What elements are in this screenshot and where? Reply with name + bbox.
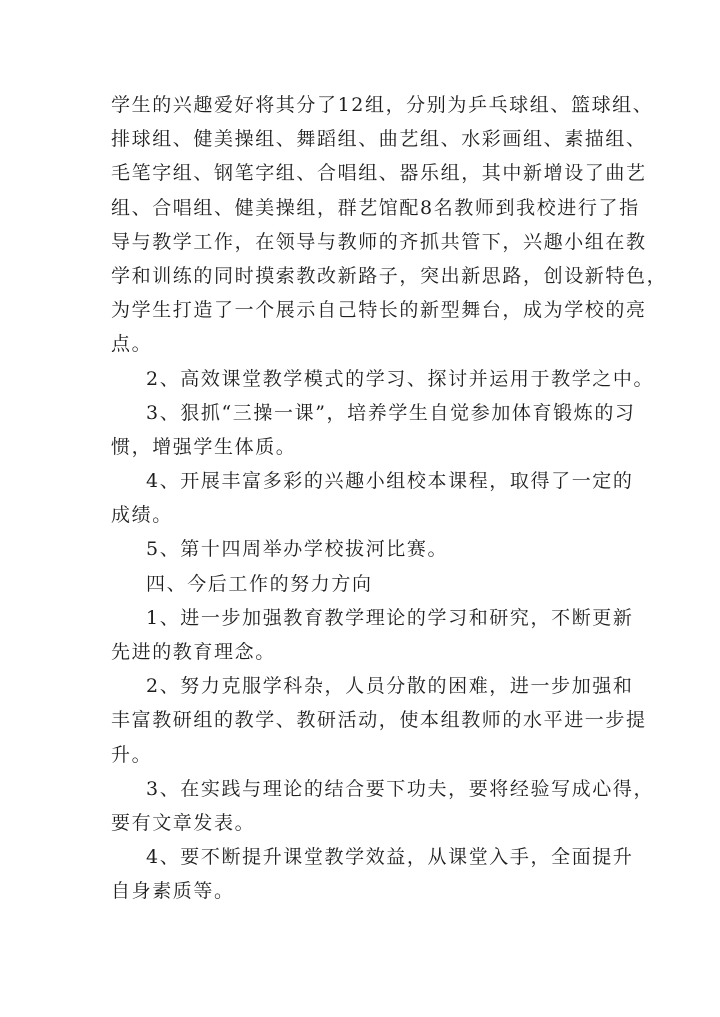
text-line: 毛笔字组、钢笔字组、合唱组、器乐组，其中新增设了曲艺 bbox=[111, 162, 647, 185]
text-line: 1、进一步加强教育教学理论的学习和研究，不断更新 bbox=[146, 606, 634, 629]
document-body bbox=[111, 88, 668, 909]
text-line: 5、第十四周举办学校拔河比赛。 bbox=[146, 538, 449, 561]
text-line: 丰富教研组的教学、教研活动，使本组教师的水平进一步提 bbox=[111, 709, 647, 732]
text-line: 排球组、健美操组、舞蹈组、曲艺组、水彩画组、素描组、 bbox=[111, 128, 647, 151]
paragraph bbox=[111, 464, 634, 532]
text-line: 2、努力克服学科杂，人员分散的困难，进一步加强和 bbox=[146, 675, 634, 698]
text-line: 学生的兴趣爱好将其分了12组，分别为乒乓球组、篮球组、 bbox=[111, 94, 654, 116]
paragraph bbox=[111, 532, 627, 566]
text-line: 3、在实践与理论的结合要下功夫，要将经验写成心得， bbox=[146, 777, 655, 800]
paragraph bbox=[111, 840, 634, 908]
text-line: 自身素质等。 bbox=[111, 880, 235, 903]
text-line: 为学生打造了一个展示自己特长的新型舞台，成为学校的亮 bbox=[111, 299, 647, 322]
text-line: 成绩。 bbox=[111, 504, 173, 527]
text-line: 导与教学工作，在领导与教师的齐抓共管下，兴趣小组在教 bbox=[111, 230, 647, 253]
paragraph bbox=[111, 772, 655, 840]
text-line: 升。 bbox=[111, 743, 153, 766]
text-line: 先进的教育理念。 bbox=[111, 641, 276, 663]
heading-line: 四、今后工作的努力方向 bbox=[146, 572, 373, 595]
paragraph bbox=[111, 396, 636, 464]
paragraph bbox=[111, 669, 647, 772]
paragraph bbox=[111, 362, 655, 396]
paragraph bbox=[111, 88, 668, 362]
text-line: 4、要不断提升课堂教学效益，从课堂入手，全面提升 bbox=[146, 846, 634, 869]
text-line: 要有文章发表。 bbox=[111, 811, 256, 834]
text-line: 学和训练的同时摸索教改新路子，突出新思路，创设新特色， bbox=[111, 264, 668, 287]
text-line: 点。 bbox=[111, 333, 153, 356]
text-line: 3、狠抓“三操一课”，培养学生自觉参加体育锻炼的习 bbox=[146, 401, 636, 424]
paragraph bbox=[111, 601, 634, 669]
text-line: 组、合唱组、健美操组，群艺馆配8名教师到我校进行了指 bbox=[111, 196, 640, 219]
text-line: 2、高效课堂教学模式的学习、探讨并运用于教学之中。 bbox=[146, 367, 655, 390]
section-heading bbox=[111, 567, 627, 601]
text-line: 4、开展丰富多彩的兴趣小组校本课程，取得了一定的 bbox=[146, 470, 634, 493]
text-line: 惯，增强学生体质。 bbox=[111, 435, 297, 458]
